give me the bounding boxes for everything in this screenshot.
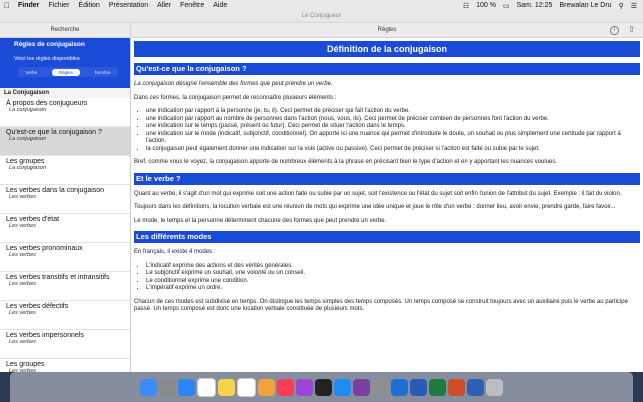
- section-heading: Qu'est-ce que la conjugaison ?: [134, 63, 640, 75]
- list-item[interactable]: [0, 185, 130, 214]
- bullet-list: [134, 108, 640, 153]
- list-item-subtitle: Les verbes: [9, 252, 36, 258]
- clock-text[interactable]: Sam. 12:25: [516, 2, 553, 9]
- word-icon[interactable]: [410, 379, 427, 396]
- sidebar-header: [0, 38, 130, 88]
- list-item[interactable]: [0, 359, 130, 372]
- music-icon[interactable]: [277, 379, 294, 396]
- battery-icon[interactable]: ▭: [503, 2, 510, 10]
- paragraph: Quant au verbe, il s'agit d'un mot qui exprime soit une action faite ou subie par un sujet, soit l'existence ou l'état du sujet soit enfin l'union de l'attribut du sujet. Exemple : il fait du violon.: [134, 190, 622, 197]
- battery-text: 100 %: [476, 2, 496, 9]
- menu-edition[interactable]: Édition: [78, 2, 100, 9]
- photos-icon[interactable]: [258, 379, 275, 396]
- list-item[interactable]: [0, 243, 130, 272]
- menu-fenetre[interactable]: Fenêtre: [180, 2, 205, 9]
- segment-nombre[interactable]: Nombre: [94, 69, 111, 75]
- sidebar: [0, 38, 131, 372]
- toolbar: [0, 23, 643, 38]
- section-heading: Les différents modes: [134, 231, 640, 243]
- list-item[interactable]: [0, 214, 130, 243]
- podcasts-icon[interactable]: [296, 379, 313, 396]
- menu-aller[interactable]: Aller: [157, 2, 172, 9]
- list-item-subtitle: Les verbes: [9, 281, 36, 287]
- notes-icon[interactable]: [218, 379, 235, 396]
- powerpoint-icon[interactable]: [448, 379, 465, 396]
- list-item-title: Les verbes pronominaux: [6, 245, 83, 252]
- virtualbox-icon[interactable]: [467, 379, 484, 396]
- safari-icon[interactable]: [178, 379, 195, 396]
- list-item-subtitle: Les verbes: [9, 194, 36, 200]
- list-item[interactable]: [0, 156, 130, 185]
- paragraph: Toujours dans les définitions, la locution verbale est une réunion de mots qui exprime une idée unique et joue le rôle d'un verbe : donner lieu, avoir envie, prendre garde, faire favoir...: [134, 204, 616, 210]
- list-item-subtitle: Les verbes: [9, 339, 36, 345]
- rules-pane-label: Règles: [377, 27, 397, 33]
- xcode-icon[interactable]: [391, 379, 408, 396]
- page-title: Définition de la conjugaison: [134, 41, 640, 57]
- trash-icon[interactable]: [486, 379, 503, 396]
- content-pane: [131, 38, 643, 372]
- menu-presentation[interactable]: Présentation: [108, 2, 149, 9]
- excel-icon[interactable]: [429, 379, 446, 396]
- finder-icon[interactable]: [140, 379, 157, 396]
- list-item-title: Les groupes: [6, 158, 45, 165]
- list-item-title: Les verbes transitifs et intransitifs: [6, 274, 110, 281]
- list-bullet: • Le conditionnel exprime une condition.: [146, 278, 640, 286]
- rules-pane-header: [131, 23, 643, 37]
- info-icon[interactable]: i: [610, 26, 619, 35]
- paragraph: La conjugaison désigne l'ensemble des formes que peut prendre un verbe.: [134, 81, 333, 87]
- paragraph: En français, il existe 4 modes :: [134, 249, 216, 255]
- menu-bar: [0, 0, 643, 11]
- onenote-icon[interactable]: [353, 379, 370, 396]
- menu-aide[interactable]: Aide: [213, 2, 228, 9]
- menu-fichier[interactable]: Fichier: [48, 2, 70, 9]
- list-item-title: Les verbes impersonnels: [6, 332, 84, 339]
- section-title: La Conjugaison: [0, 88, 130, 98]
- calendar-icon[interactable]: [197, 378, 216, 397]
- appstore-icon[interactable]: [334, 379, 351, 396]
- dock: [10, 372, 633, 402]
- sidebar-header-subtitle: Voici les règles disponibles: [14, 56, 80, 62]
- paragraph: Bref, comme vous le voyez, la conjugaison apporte de nombreux éléments à la phrase en précisant bien le type d'action et en y apportant les nuances voulues.: [134, 159, 558, 165]
- list-item-title: Les verbes dans la conjugaison: [6, 187, 105, 194]
- window-title: Le Conjugueur: [0, 11, 643, 23]
- paragraph: Chacun de ces modes est subdivisé en temps. On distingue les temps simples des temps composés. Un temps composé se construit toujours avec un auxiliaire puis le verbe au participe passé. Un temps composé est donc une location verbale constituée de plusieurs mots.: [134, 298, 628, 312]
- list-item-subtitle: La conjugaison: [9, 136, 47, 142]
- list-item-title: Les verbes défectifs: [6, 303, 69, 310]
- list-item[interactable]: [0, 98, 130, 127]
- segmented-control: [18, 67, 118, 77]
- list-item-title: À propos des conjugueurs: [6, 100, 88, 107]
- paragraph: Le mode, le temps et la personne déterminent chacune des formes que peut prendre un verbe.: [134, 217, 387, 224]
- list-item-subtitle: Les verbes: [9, 310, 36, 316]
- segment-regles[interactable]: Règles: [52, 69, 80, 76]
- bullet-list: [134, 263, 640, 293]
- list-item-subtitle: La conjugaison: [9, 165, 47, 171]
- section-heading: Et le verbe ?: [134, 173, 640, 185]
- paragraph: Dans ces formes, la conjugaison permet de reconnaître plusieurs éléments :: [134, 94, 337, 101]
- wifi-icon[interactable]: ☷: [462, 2, 470, 10]
- list-item-title: Les verbes d'état: [6, 216, 60, 223]
- reminders-icon[interactable]: [237, 378, 256, 397]
- menu-list-icon[interactable]: ☰: [630, 2, 637, 10]
- apple-icon[interactable]: [4, 2, 12, 10]
- launchpad-icon[interactable]: [159, 379, 176, 396]
- list-bullet: • une indication par rapport au nombre de personnes dans l'action (nous, vous, ils). Ceci permet de préciser combien de personnes font l'action du verbe.: [146, 116, 640, 124]
- tv-icon[interactable]: [315, 379, 332, 396]
- app-window: [0, 11, 643, 372]
- list-item-subtitle: Les verbes: [9, 223, 36, 229]
- list-item[interactable]: [0, 301, 130, 330]
- preferences-icon[interactable]: [372, 379, 389, 396]
- list-item-title: Les groupes: [6, 361, 45, 368]
- sidebar-header-title: Règles de conjugaison: [14, 41, 85, 48]
- menu-finder[interactable]: Finder: [18, 2, 40, 9]
- list-bullet: • une indication par rapport à la personne (je, tu, il). Ceci permet de préciser qui fait l'action du verbe.: [146, 108, 640, 116]
- list-item-subtitle: Les verbes: [9, 368, 36, 372]
- list-bullet: • L'impératif exprime un ordre.: [146, 285, 640, 293]
- list-item-title: Qu'est-ce que la conjugaison ?: [6, 129, 102, 136]
- search-pane-label: Recherche: [0, 23, 131, 37]
- list-bullet: • Le subjonctif exprime un souhait, une volonté ou un conseil.: [146, 270, 640, 278]
- list-bullet: • L'indicatif exprime des actions et des vérités générales.: [146, 263, 640, 271]
- search-icon[interactable]: ⚲: [618, 2, 624, 10]
- segment-verbe[interactable]: Verbe: [25, 69, 38, 75]
- list-item[interactable]: [0, 272, 130, 301]
- list-item-subtitle: La conjugaison: [9, 107, 47, 113]
- list-item-selected[interactable]: [0, 127, 130, 156]
- list-item[interactable]: [0, 330, 130, 359]
- list-bullet: • la conjugaison peut également donner une indication sur la voix (active ou passive). Ceci permet de préciser si l'action est faite ou subie par le sujet.: [146, 146, 640, 154]
- user-name[interactable]: Brewalan Le Dru: [559, 2, 612, 9]
- list-bullet: • une indication sur le mode (indicatif, subjonctif, conditionnel). On apporte ici une nuance qui permet d'introduire le doute, un souhait ou plus simplement une certitude par rapport à l'action.: [146, 131, 640, 146]
- list-bullet: • une indication sur le temps (passé, présent ou futur). Ceci permet de situer l'action dans le temps.: [146, 123, 640, 131]
- share-icon[interactable]: ⇧: [628, 25, 635, 34]
